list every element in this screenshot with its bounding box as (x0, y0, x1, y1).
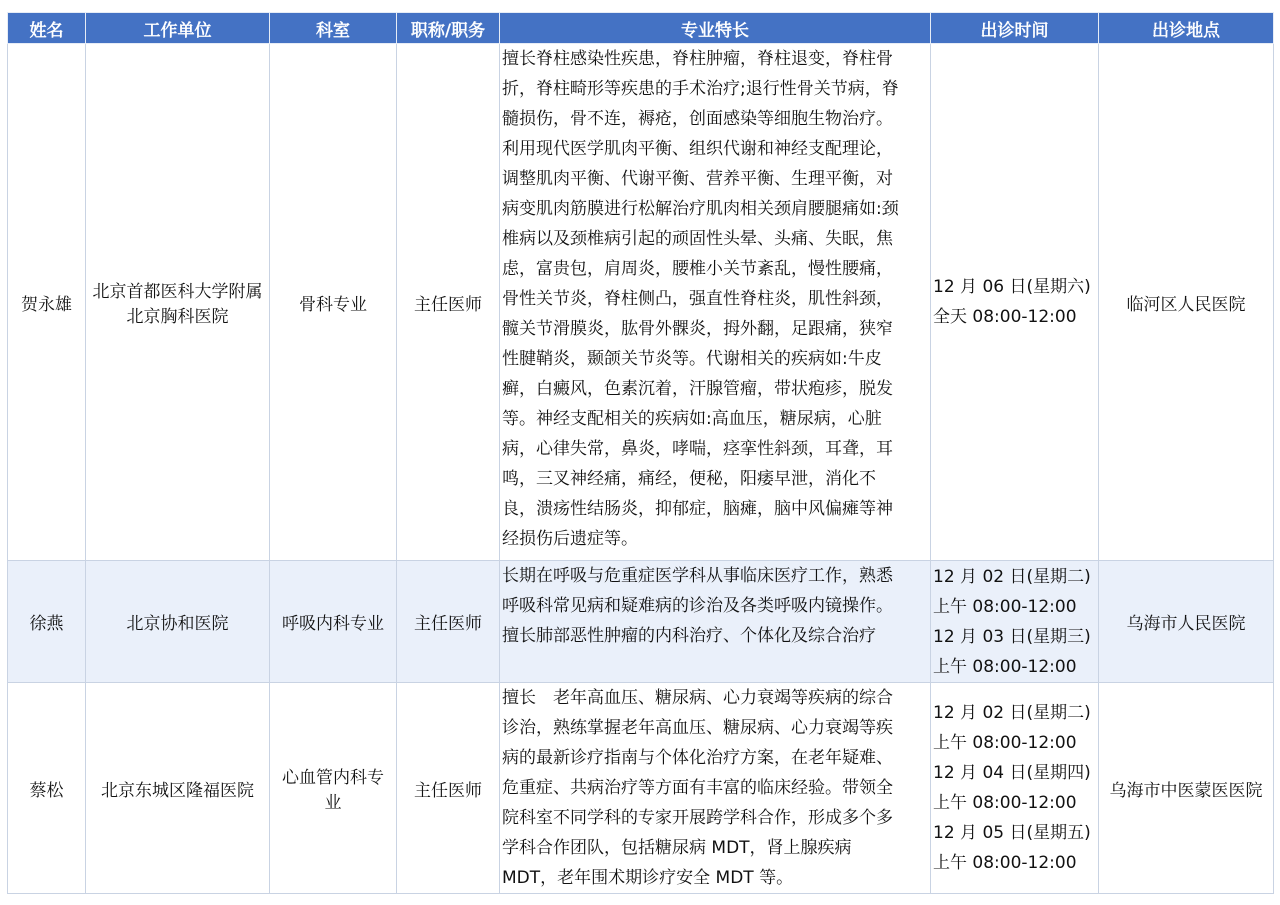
department (270, 44, 397, 561)
clinic-time-line: 上午 08:00-12:00 (933, 656, 1077, 677)
clinic-time-line: 12 月 05 日(星期五) (933, 823, 1091, 843)
clinic-time-line: 上午 08:00-12:00 (933, 853, 1077, 873)
specialty-line: MDT，老年围术期诊疗安全 MDT 等。 (502, 868, 794, 888)
schedule-table (7, 12, 1274, 894)
work-unit (86, 683, 270, 894)
specialty-line: 髓损伤，骨不连，褥疮，创面感染等细胞生物治疗。 (502, 109, 893, 129)
work-unit (86, 44, 270, 561)
department-line: 骨科专业 (299, 294, 367, 315)
clinic-time-line: 上午 08:00-12:00 (933, 733, 1077, 753)
specialty-line: 癣，白癜风，色素沉着，汗腺管瘤，带状疱疹，脱发 (502, 379, 893, 399)
specialty-line: 折，脊柱畸形等疾患的手术治疗;退行性骨关节病，脊 (502, 79, 899, 99)
clinic-time-line: 12 月 02 日(星期二) (933, 703, 1091, 723)
doctor-name: 徐燕 (8, 561, 86, 683)
header-row (8, 13, 1274, 44)
header-title: 职称/职务 (397, 13, 500, 44)
specialty-line: 利用现代医学肌肉平衡、组织代谢和神经支配理论， (502, 139, 893, 159)
header-dept: 科室 (270, 13, 397, 44)
specialty-line: 鸣，三叉神经痛，痛经，便秘，阳痿早泄，消化不 (502, 469, 876, 489)
job-title: 主任医师 (397, 561, 500, 683)
specialty-line: 危重症、共病治疗等方面有丰富的临床经验。带领全 (502, 778, 893, 798)
specialty-line: 院科室不同学科的专家开展跨学科合作，形成多个多 (502, 808, 893, 828)
table-row (8, 44, 1274, 561)
table-row (8, 683, 1274, 894)
clinic-time (931, 561, 1099, 683)
work-unit-line: 北京首都医科大学附属 (92, 282, 263, 302)
clinic-time-line: 12 月 03 日(星期三) (933, 626, 1091, 647)
specialty-line: 擅长肺部恶性肿瘤的内科治疗、个体化及综合治疗 (502, 626, 876, 646)
job-title: 主任医师 (397, 683, 500, 894)
specialty-line: 经损伤后遗症等。 (502, 529, 638, 549)
doctor-name: 贺永雄 (8, 44, 86, 561)
clinic-time-line: 12 月 04 日(星期四) (933, 763, 1091, 783)
department-line: 心血管内科专 (282, 768, 384, 788)
specialty-line: 调整肌肉平衡、代谢平衡、营养平衡、生理平衡，对 (502, 169, 893, 189)
department (270, 561, 397, 683)
specialty-line: 病的最新诊疗指南与个体化治疗方案，在老年疑难、 (502, 748, 893, 768)
specialty-line: 呼吸科常见病和疑难病的诊治及各类呼吸内镜操作。 (502, 596, 893, 616)
department (270, 683, 397, 894)
header-unit: 工作单位 (86, 13, 270, 44)
clinic-time-line: 上午 08:00-12:00 (933, 596, 1077, 617)
specialty (500, 683, 931, 894)
specialty-line: 擅长脊柱感染性疾患，脊柱肿瘤，脊柱退变，脊柱骨 (502, 49, 893, 69)
clinic-time-line: 上午 08:00-12:00 (933, 793, 1077, 813)
work-unit-line: 北京东城区隆福医院 (101, 780, 254, 801)
specialty-line: 髋关节滑膜炎，肱骨外髁炎，拇外翻，足跟痛，狭窄 (502, 319, 893, 339)
doctor-name: 蔡松 (8, 683, 86, 894)
specialty-line: 诊治，熟练掌握老年高血压、糖尿病、心力衰竭等疾 (502, 718, 893, 738)
specialty-line: 性腱鞘炎，颞颌关节炎等。代谢相关的疾病如:牛皮 (502, 349, 882, 369)
work-unit-line: 北京协和医院 (126, 614, 229, 634)
specialty-line: 虑，富贵包，肩周炎，腰椎小关节紊乱，慢性腰痛， (502, 259, 893, 279)
department-line: 业 (324, 793, 342, 813)
department-line: 呼吸内科专业 (282, 614, 384, 634)
header-specialty: 专业特长 (500, 13, 931, 44)
work-unit-line: 北京胸科医院 (126, 307, 229, 327)
clinic-location: 乌海市人民医院 (1099, 561, 1274, 683)
job-title: 主任医师 (397, 44, 500, 561)
table-row (8, 561, 1274, 683)
specialty (500, 561, 931, 683)
specialty-line: 擅长 老年高血压、糖尿病、心力衰竭等疾病的综合 (502, 688, 893, 708)
clinic-time-line: 全天 08:00-12:00 (933, 307, 1077, 327)
specialty-line: 学科合作团队，包括糖尿病 MDT，肾上腺疾病 (502, 838, 852, 858)
clinic-location: 乌海市中医蒙医医院 (1099, 683, 1274, 894)
specialty-line: 病，心律失常，鼻炎，哮喘，痉挛性斜颈，耳聋，耳 (502, 439, 893, 459)
specialty-line: 病变肌肉筋膜进行松解治疗肌肉相关颈肩腰腿痛如:颈 (502, 199, 899, 219)
clinic-time-line: 12 月 02 日(星期二) (933, 566, 1091, 587)
specialty-line: 椎病以及颈椎病引起的顽固性头晕、头痛、失眠，焦 (502, 229, 893, 249)
work-unit (86, 561, 270, 683)
clinic-time (931, 683, 1099, 894)
clinic-location: 临河区人民医院 (1099, 44, 1274, 561)
clinic-time (931, 44, 1099, 561)
specialty-line: 良，溃疡性结肠炎，抑郁症，脑瘫，脑中风偏瘫等神 (502, 499, 893, 519)
header-name: 姓名 (8, 13, 86, 44)
specialty-line: 长期在呼吸与危重症医学科从事临床医疗工作，熟悉 (502, 566, 893, 586)
header-location: 出诊地点 (1099, 13, 1274, 44)
clinic-time-line: 12 月 06 日(星期六) (933, 277, 1091, 297)
specialty (500, 44, 931, 561)
specialty-line: 等。神经支配相关的疾病如:高血压，糖尿病，心脏 (502, 409, 882, 429)
specialty-line: 骨性关节炎，脊柱侧凸，强直性脊柱炎，肌性斜颈， (502, 289, 893, 309)
header-time: 出诊时间 (931, 13, 1099, 44)
